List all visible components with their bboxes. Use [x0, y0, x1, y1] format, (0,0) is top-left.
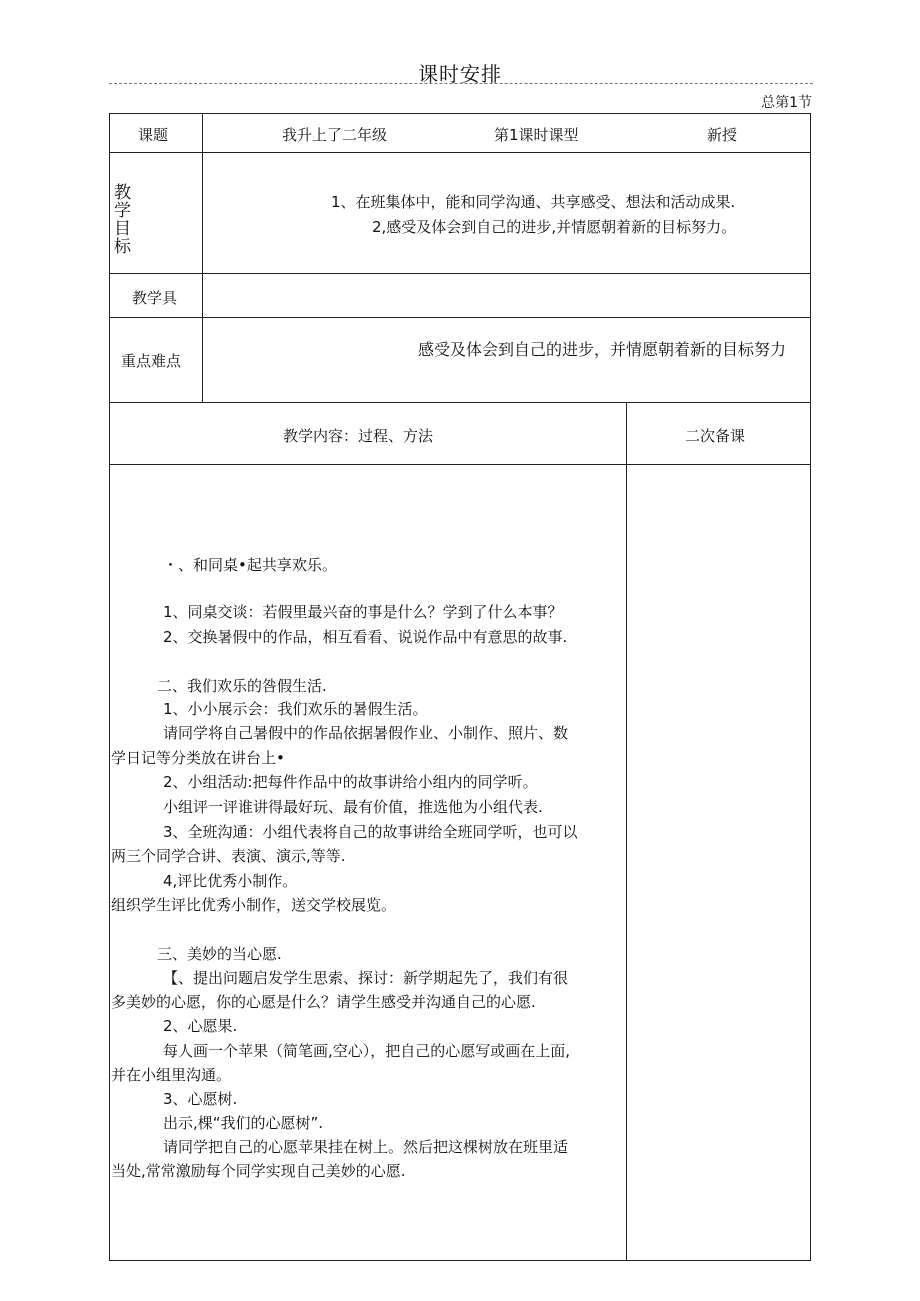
- table-rule: [109, 273, 811, 274]
- content-line: 请同学把自己的心愿苹果挂在树上。然后把这棵树放在班里适: [163, 1138, 569, 1156]
- table-rule: [109, 402, 811, 403]
- content-line: ・、和同桌•起共享欢乐。: [163, 556, 337, 574]
- table-label-divider: [202, 113, 203, 402]
- table-border-left: [109, 113, 110, 1260]
- content-line: 小组评一评谁讲得最好玩、最有价值，推选他为小组代表.: [163, 798, 543, 816]
- content-line: 三、美妙的当心愿.: [157, 945, 282, 963]
- content-line: 两三个同学合讲、表演、演示,等等.: [111, 847, 346, 865]
- title-divider: [109, 83, 813, 84]
- content-line: 1、小小展示会：我们欢乐的暑假生活。: [163, 700, 428, 718]
- table-border-top: [109, 113, 811, 114]
- topic-value: 我升上了二年级: [282, 126, 388, 144]
- table-border-bottom: [109, 1260, 811, 1261]
- tools-label: 教学具: [132, 289, 178, 307]
- table-rule: [109, 464, 811, 465]
- content-line: 组织学生评比优秀小制作，送交学校展览。: [111, 896, 397, 914]
- content-line: 【、提出问题启发学生思索、探讨：新学期起先了，我们有很: [163, 969, 569, 987]
- content-line: 多美妙的心愿，你的心愿是什么？请学生感受并沟通自己的心愿.: [111, 993, 536, 1011]
- lesson-total-label: 总第1节: [761, 95, 812, 111]
- key-points-value: 感受及体会到自己的进步，并情愿朝着新的目标努力: [418, 340, 787, 359]
- page-title: 课时安排: [418, 62, 502, 86]
- second-prep-header: 二次备课: [685, 427, 746, 445]
- content-line: 每人画一个苹果（简笔画,空心），把自己的心愿写或画在上面,: [163, 1042, 571, 1060]
- content-line: 并在小组里沟通。: [111, 1066, 232, 1084]
- lesson-type-value: 新授: [707, 126, 738, 144]
- process-header: 教学内容：过程、方法: [283, 427, 434, 445]
- content-line: 3、全班沟通：小组代表将自己的故事讲给全班同学听，也可以: [163, 823, 578, 841]
- table-border-right: [810, 113, 811, 1260]
- table-rule: [109, 152, 811, 153]
- content-line: 2、交换暑假中的作品，相互看看、说说作品中有意思的故事.: [163, 628, 568, 646]
- goals-label: 教学目标: [114, 183, 131, 257]
- content-line: 请同学将自己暑假中的作品依据暑假作业、小制作、照片、数: [163, 724, 569, 742]
- key-points-label: 重点难点: [121, 352, 182, 370]
- lesson-type-label: 第1课时课型: [494, 126, 579, 144]
- table-rule: [109, 317, 811, 318]
- content-line: 4,评比优秀小制作。: [163, 872, 298, 890]
- content-line: 2、小组活动:把每件作品中的故事讲给小组内的同学听。: [163, 773, 538, 791]
- goal-item: 1、在班集体中，能和同学沟通、共享感受、想法和活动成果.: [331, 193, 736, 211]
- goal-item: 2,感受及体会到自己的进步,并情愿朝着新的目标努力。: [372, 218, 737, 236]
- content-line: 二、我们欢乐的咎假生活.: [157, 677, 327, 695]
- table-column-divider: [626, 402, 627, 1260]
- content-line: 出示,棵“我们的心愿树”.: [163, 1114, 324, 1132]
- content-line: 1、同桌交谈：若假里最兴奋的事是什么？学到了什么本事？: [163, 603, 563, 621]
- content-line: 学日记等分类放在讲台上•: [111, 749, 285, 767]
- content-line: 2、心愿果.: [163, 1017, 238, 1035]
- content-line: 当处,常常激励每个同学实现自己美妙的心愿.: [111, 1162, 406, 1180]
- topic-label: 课题: [138, 126, 169, 144]
- content-line: 3、心愿树.: [163, 1090, 238, 1108]
